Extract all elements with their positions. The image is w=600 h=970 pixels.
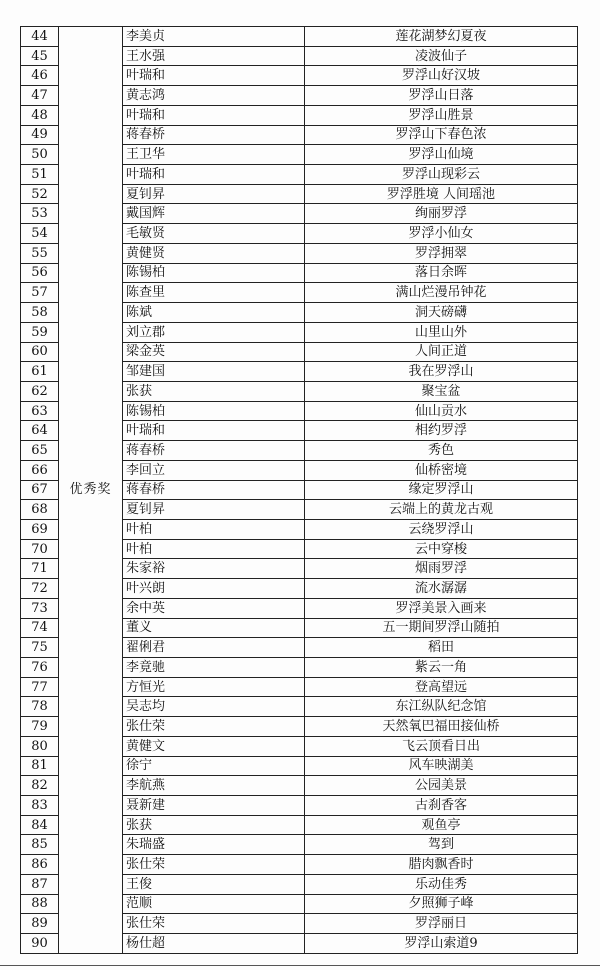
work-title: 稻田 xyxy=(305,638,578,658)
work-title: 公园美景 xyxy=(305,776,578,796)
work-title: 满山烂漫吊钟花 xyxy=(305,283,578,303)
work-title: 山里山外 xyxy=(305,322,578,342)
author-name: 朱家裕 xyxy=(123,559,305,579)
author-name: 张获 xyxy=(123,815,305,835)
entry-number: 60 xyxy=(21,342,59,362)
entry-number: 74 xyxy=(21,618,59,638)
entry-number: 76 xyxy=(21,658,59,678)
entry-number: 56 xyxy=(21,263,59,283)
author-name: 刘立郡 xyxy=(123,322,305,342)
author-name: 蒋春桥 xyxy=(123,441,305,461)
author-name: 蒋春桥 xyxy=(123,480,305,500)
work-title: 流水潺潺 xyxy=(305,579,578,599)
entry-number: 44 xyxy=(21,27,59,47)
work-title: 古刹香客 xyxy=(305,796,578,816)
entry-number: 52 xyxy=(21,184,59,204)
author-name: 张仕荣 xyxy=(123,914,305,934)
work-title: 风车映湖美 xyxy=(305,756,578,776)
work-title: 紫云一角 xyxy=(305,658,578,678)
author-name: 黄志鸿 xyxy=(123,86,305,106)
work-title: 秀色 xyxy=(305,441,578,461)
entry-number: 55 xyxy=(21,243,59,263)
entry-number: 82 xyxy=(21,776,59,796)
author-name: 黄健贤 xyxy=(123,243,305,263)
work-title: 烟雨罗浮 xyxy=(305,559,578,579)
author-name: 毛敏贤 xyxy=(123,224,305,244)
work-title: 罗浮胜境 人间瑶池 xyxy=(305,184,578,204)
author-name: 陈锡柏 xyxy=(123,263,305,283)
author-name: 余中英 xyxy=(123,598,305,618)
author-name: 董义 xyxy=(123,618,305,638)
author-name: 戴国辉 xyxy=(123,204,305,224)
author-name: 叶瑞和 xyxy=(123,421,305,441)
work-title: 罗浮山索道9 xyxy=(305,934,578,954)
work-title: 洞天磅礴 xyxy=(305,303,578,323)
entry-number: 85 xyxy=(21,835,59,855)
award-table-body xyxy=(21,27,578,954)
work-title: 罗浮山仙境 xyxy=(305,145,578,165)
entry-number: 66 xyxy=(21,460,59,480)
work-title: 登高望远 xyxy=(305,677,578,697)
work-title: 东江纵队纪念馆 xyxy=(305,697,578,717)
work-title: 凌波仙子 xyxy=(305,46,578,66)
author-name: 王卫华 xyxy=(123,145,305,165)
entry-number: 70 xyxy=(21,539,59,559)
author-name: 翟俐君 xyxy=(123,638,305,658)
work-title: 罗浮丽日 xyxy=(305,914,578,934)
work-title: 天然氧巴福田接仙桥 xyxy=(305,717,578,737)
author-name: 蒋春桥 xyxy=(123,125,305,145)
work-title: 罗浮山下春色浓 xyxy=(305,125,578,145)
author-name: 黄健文 xyxy=(123,736,305,756)
work-title: 莲花湖梦幻夏夜 xyxy=(305,27,578,47)
entry-number: 79 xyxy=(21,717,59,737)
author-name: 聂新建 xyxy=(123,796,305,816)
author-name: 邹建国 xyxy=(123,362,305,382)
work-title: 乐动佳秀 xyxy=(305,874,578,894)
entry-number: 73 xyxy=(21,598,59,618)
work-title: 云绕罗浮山 xyxy=(305,519,578,539)
work-title: 腊肉飘香时 xyxy=(305,855,578,875)
entry-number: 50 xyxy=(21,145,59,165)
entry-number: 68 xyxy=(21,500,59,520)
entry-number: 64 xyxy=(21,421,59,441)
entry-number: 84 xyxy=(21,815,59,835)
entry-number: 48 xyxy=(21,105,59,125)
author-name: 张获 xyxy=(123,381,305,401)
entry-number: 49 xyxy=(21,125,59,145)
author-name: 李美贞 xyxy=(123,27,305,47)
entry-number: 54 xyxy=(21,224,59,244)
author-name: 张仕荣 xyxy=(123,717,305,737)
author-name: 王俊 xyxy=(123,874,305,894)
entry-number: 88 xyxy=(21,894,59,914)
entry-number: 86 xyxy=(21,855,59,875)
author-name: 夏钊昇 xyxy=(123,500,305,520)
entry-number: 71 xyxy=(21,559,59,579)
author-name: 叶瑞和 xyxy=(123,105,305,125)
work-title: 罗浮山好汉坡 xyxy=(305,66,578,86)
work-title: 夕照狮子峰 xyxy=(305,894,578,914)
work-title: 聚宝盆 xyxy=(305,381,578,401)
author-name: 叶柏 xyxy=(123,539,305,559)
work-title: 仙山贡水 xyxy=(305,401,578,421)
author-name: 张仕荣 xyxy=(123,855,305,875)
work-title: 观鱼亭 xyxy=(305,815,578,835)
entry-number: 53 xyxy=(21,204,59,224)
work-title: 云中穿梭 xyxy=(305,539,578,559)
author-name: 夏钊昇 xyxy=(123,184,305,204)
entry-number: 77 xyxy=(21,677,59,697)
work-title: 罗浮美景入画来 xyxy=(305,598,578,618)
work-title: 罗浮拥翠 xyxy=(305,243,578,263)
work-title: 云端上的黄龙古观 xyxy=(305,500,578,520)
entry-number: 63 xyxy=(21,401,59,421)
work-title: 绚丽罗浮 xyxy=(305,204,578,224)
entry-number: 62 xyxy=(21,381,59,401)
author-name: 李回立 xyxy=(123,460,305,480)
author-name: 杨仕超 xyxy=(123,934,305,954)
entry-number: 58 xyxy=(21,303,59,323)
author-name: 范顺 xyxy=(123,894,305,914)
author-name: 叶瑞和 xyxy=(123,165,305,185)
entry-number: 61 xyxy=(21,362,59,382)
author-name: 陈查里 xyxy=(123,283,305,303)
entry-number: 89 xyxy=(21,914,59,934)
work-title: 我在罗浮山 xyxy=(305,362,578,382)
author-name: 叶兴朗 xyxy=(123,579,305,599)
author-name: 陈锡柏 xyxy=(123,401,305,421)
work-title: 罗浮小仙女 xyxy=(305,224,578,244)
work-title: 落日余晖 xyxy=(305,263,578,283)
entry-number: 83 xyxy=(21,796,59,816)
author-name: 方恒光 xyxy=(123,677,305,697)
work-title: 驾到 xyxy=(305,835,578,855)
award-table xyxy=(20,26,578,954)
author-name: 李航燕 xyxy=(123,776,305,796)
work-title: 罗浮山日落 xyxy=(305,86,578,106)
entry-number: 72 xyxy=(21,579,59,599)
entry-number: 47 xyxy=(21,86,59,106)
entry-number: 81 xyxy=(21,756,59,776)
author-name: 徐宁 xyxy=(123,756,305,776)
entry-number: 65 xyxy=(21,441,59,461)
work-title: 相约罗浮 xyxy=(305,421,578,441)
author-name: 李竟驰 xyxy=(123,658,305,678)
entry-number: 59 xyxy=(21,322,59,342)
author-name: 王水强 xyxy=(123,46,305,66)
page-bottom-divider xyxy=(0,965,600,966)
work-title: 罗浮山现彩云 xyxy=(305,165,578,185)
entry-number: 87 xyxy=(21,874,59,894)
entry-number: 75 xyxy=(21,638,59,658)
entry-number: 69 xyxy=(21,519,59,539)
author-name: 叶柏 xyxy=(123,519,305,539)
work-title: 人间正道 xyxy=(305,342,578,362)
entry-number: 57 xyxy=(21,283,59,303)
table-row xyxy=(21,27,578,47)
work-title: 五一期间罗浮山随拍 xyxy=(305,618,578,638)
entry-number: 90 xyxy=(21,934,59,954)
work-title: 缘定罗浮山 xyxy=(305,480,578,500)
entry-number: 67 xyxy=(21,480,59,500)
entry-number: 78 xyxy=(21,697,59,717)
author-name: 吴志均 xyxy=(123,697,305,717)
author-name: 朱瑞盛 xyxy=(123,835,305,855)
author-name: 梁金英 xyxy=(123,342,305,362)
work-title: 飞云顶看日出 xyxy=(305,736,578,756)
award-category-label: 优秀奖 xyxy=(59,27,123,954)
entry-number: 46 xyxy=(21,66,59,86)
entry-number: 45 xyxy=(21,46,59,66)
author-name: 叶瑞和 xyxy=(123,66,305,86)
work-title: 罗浮山胜景 xyxy=(305,105,578,125)
entry-number: 80 xyxy=(21,736,59,756)
author-name: 陈斌 xyxy=(123,303,305,323)
entry-number: 51 xyxy=(21,165,59,185)
work-title: 仙桥密境 xyxy=(305,460,578,480)
